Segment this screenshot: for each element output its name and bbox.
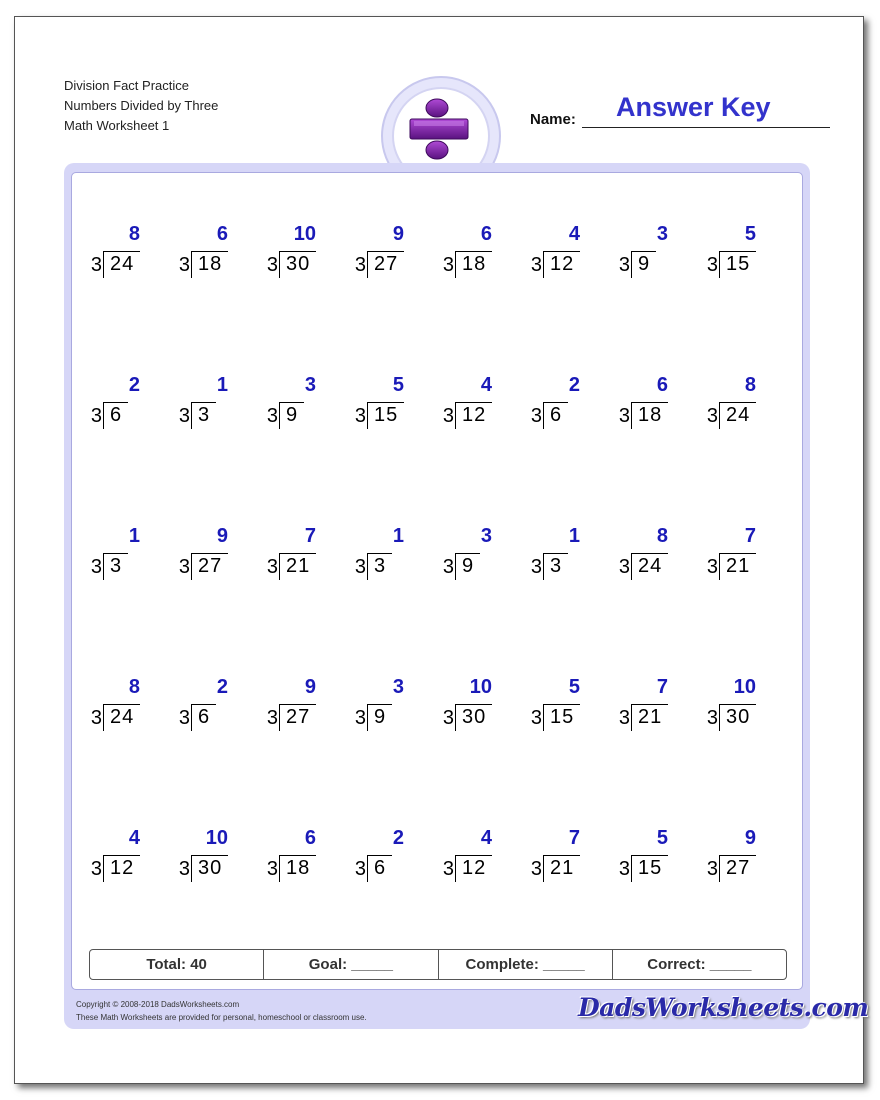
quotient-answer: 10 [205, 827, 228, 849]
quotient-answer: 4 [480, 374, 492, 396]
dividend: 3 [103, 553, 128, 580]
division-problem [86, 222, 174, 282]
quotient-answer: 6 [656, 374, 668, 396]
dividend: 24 [103, 251, 140, 278]
quotient-answer: 2 [392, 827, 404, 849]
division-problem [174, 373, 262, 433]
quotient-answer: 5 [568, 676, 580, 698]
total-cell: Total: 40 [90, 950, 264, 979]
division-problem [438, 373, 526, 433]
division-problem [174, 222, 262, 282]
dividend: 9 [367, 704, 392, 731]
quotient-answer: 5 [656, 827, 668, 849]
quotient-answer: 9 [304, 676, 316, 698]
divisor: 3 [618, 556, 630, 578]
dividend: 9 [279, 402, 304, 429]
complete-cell[interactable]: Complete: _____ [439, 950, 613, 979]
division-problem [702, 524, 790, 584]
division-problem [702, 675, 790, 735]
dividend: 24 [719, 402, 756, 429]
division-problem [86, 675, 174, 735]
dividend: 9 [631, 251, 656, 278]
dividend: 15 [719, 251, 756, 278]
quotient-answer: 9 [216, 525, 228, 547]
division-problem [702, 373, 790, 433]
dividend: 24 [103, 704, 140, 731]
dividend: 24 [631, 553, 668, 580]
divisor: 3 [618, 858, 630, 880]
division-problem [614, 373, 702, 433]
quotient-answer: 7 [304, 525, 316, 547]
quotient-answer: 3 [304, 374, 316, 396]
divisor: 3 [354, 254, 366, 276]
division-problem [614, 826, 702, 886]
division-problem [350, 373, 438, 433]
dividend: 30 [719, 704, 756, 731]
divisor: 3 [90, 405, 102, 427]
divisor: 3 [90, 858, 102, 880]
quotient-answer: 3 [656, 223, 668, 245]
dividend: 3 [191, 402, 216, 429]
divisor: 3 [90, 707, 102, 729]
divisor: 3 [530, 556, 542, 578]
divisor: 3 [178, 858, 190, 880]
divisor: 3 [178, 556, 190, 578]
divisor: 3 [266, 254, 278, 276]
divisor: 3 [266, 405, 278, 427]
divisor: 3 [442, 707, 454, 729]
division-problem [86, 524, 174, 584]
divisor: 3 [178, 707, 190, 729]
division-problem [526, 826, 614, 886]
quotient-answer: 6 [304, 827, 316, 849]
dividend: 27 [367, 251, 404, 278]
dividend: 21 [719, 553, 756, 580]
division-problem [350, 222, 438, 282]
dividend: 12 [455, 855, 492, 882]
division-problem [438, 524, 526, 584]
division-problem [702, 222, 790, 282]
dividend: 3 [367, 553, 392, 580]
divisor: 3 [442, 556, 454, 578]
quotient-answer: 9 [744, 827, 756, 849]
title-line-1: Division Fact Practice [64, 78, 189, 93]
goal-cell[interactable]: Goal: _____ [264, 950, 438, 979]
dividend: 6 [367, 855, 392, 882]
division-problem [702, 826, 790, 886]
answer-key-text: Answer Key [616, 92, 771, 122]
dividend: 9 [455, 553, 480, 580]
divisor: 3 [90, 556, 102, 578]
divisor: 3 [354, 707, 366, 729]
name-label: Name: [530, 111, 576, 128]
worksheet-title-block [64, 76, 218, 136]
division-problem [262, 373, 350, 433]
quotient-answer: 4 [480, 827, 492, 849]
division-problem [262, 524, 350, 584]
division-problem [526, 373, 614, 433]
divisor: 3 [706, 707, 718, 729]
title-line-3: Math Worksheet 1 [64, 118, 170, 133]
quotient-answer: 2 [128, 374, 140, 396]
divisor: 3 [618, 254, 630, 276]
dividend: 18 [631, 402, 668, 429]
divisor: 3 [90, 254, 102, 276]
score-table [89, 949, 787, 980]
division-problem [86, 826, 174, 886]
quotient-answer: 3 [392, 676, 404, 698]
divisor: 3 [354, 858, 366, 880]
divisor: 3 [706, 405, 718, 427]
title-line-2: Numbers Divided by Three [64, 98, 219, 113]
quotient-answer: 7 [568, 827, 580, 849]
problems-grid [86, 222, 790, 902]
divisor: 3 [354, 556, 366, 578]
usage-notice: These Math Worksheets are provided for personal, homeschool or classroom use. [76, 1013, 367, 1022]
divisor: 3 [706, 858, 718, 880]
dividend: 15 [631, 855, 668, 882]
dividend: 3 [543, 553, 568, 580]
dividend: 21 [631, 704, 668, 731]
dividend: 27 [279, 704, 316, 731]
divisor: 3 [266, 858, 278, 880]
divisor: 3 [530, 254, 542, 276]
division-problem [526, 524, 614, 584]
divisor: 3 [178, 254, 190, 276]
divisor: 3 [530, 858, 542, 880]
division-problem [262, 222, 350, 282]
divisor: 3 [706, 556, 718, 578]
dividend: 21 [543, 855, 580, 882]
division-problem [174, 524, 262, 584]
footer-copyright [76, 998, 367, 1024]
quotient-answer: 4 [568, 223, 580, 245]
quotient-answer: 5 [392, 374, 404, 396]
dividend: 12 [455, 402, 492, 429]
dividend: 27 [719, 855, 756, 882]
correct-cell[interactable]: Correct: _____ [647, 956, 752, 973]
quotient-answer: 1 [568, 525, 580, 547]
quotient-answer: 8 [128, 223, 140, 245]
quotient-answer: 9 [392, 223, 404, 245]
dividend: 18 [455, 251, 492, 278]
division-problem [438, 826, 526, 886]
dividend: 12 [103, 855, 140, 882]
dividend: 15 [367, 402, 404, 429]
dividend: 30 [279, 251, 316, 278]
division-problem [174, 675, 262, 735]
division-problem [526, 222, 614, 282]
division-problem [350, 524, 438, 584]
division-problem [526, 675, 614, 735]
divisor: 3 [530, 707, 542, 729]
quotient-answer: 10 [733, 676, 756, 698]
dividend: 6 [191, 704, 216, 731]
divisor: 3 [266, 707, 278, 729]
division-problem [350, 675, 438, 735]
quotient-answer: 4 [128, 827, 140, 849]
quotient-answer: 2 [216, 676, 228, 698]
dividend: 15 [543, 704, 580, 731]
dividend: 30 [455, 704, 492, 731]
copyright-text: Copyright © 2008-2018 DadsWorksheets.com [76, 1000, 240, 1009]
divisor: 3 [618, 707, 630, 729]
quotient-answer: 1 [128, 525, 140, 547]
quotient-answer: 1 [392, 525, 404, 547]
divisor: 3 [178, 405, 190, 427]
division-problem [174, 826, 262, 886]
divisor: 3 [442, 254, 454, 276]
name-field-line[interactable] [582, 127, 830, 128]
dividend: 6 [103, 402, 128, 429]
divisor: 3 [442, 405, 454, 427]
quotient-answer: 8 [744, 374, 756, 396]
quotient-answer: 6 [480, 223, 492, 245]
quotient-answer: 2 [568, 374, 580, 396]
quotient-answer: 5 [744, 223, 756, 245]
division-problem [86, 373, 174, 433]
division-problem [262, 826, 350, 886]
quotient-answer: 6 [216, 223, 228, 245]
dividend: 6 [543, 402, 568, 429]
quotient-answer: 7 [744, 525, 756, 547]
quotient-answer: 10 [469, 676, 492, 698]
divisor: 3 [618, 405, 630, 427]
dividend: 21 [279, 553, 316, 580]
division-problem [262, 675, 350, 735]
divisor: 3 [706, 254, 718, 276]
dividend: 18 [191, 251, 228, 278]
quotient-answer: 8 [128, 676, 140, 698]
quotient-answer: 8 [656, 525, 668, 547]
division-problem [614, 524, 702, 584]
dividend: 27 [191, 553, 228, 580]
division-problem [614, 222, 702, 282]
division-problem [438, 222, 526, 282]
quotient-answer: 7 [656, 676, 668, 698]
quotient-answer: 3 [480, 525, 492, 547]
divisor: 3 [354, 405, 366, 427]
dividend: 30 [191, 855, 228, 882]
quotient-answer: 1 [216, 374, 228, 396]
divisor: 3 [530, 405, 542, 427]
division-problem [350, 826, 438, 886]
divisor: 3 [266, 556, 278, 578]
division-problem [438, 675, 526, 735]
dividend: 18 [279, 855, 316, 882]
divisor: 3 [442, 858, 454, 880]
dadsworksheets-logo[interactable]: DadsWorksheets.com [578, 993, 869, 1022]
quotient-answer: 10 [293, 223, 316, 245]
division-problem [614, 675, 702, 735]
dividend: 12 [543, 251, 580, 278]
